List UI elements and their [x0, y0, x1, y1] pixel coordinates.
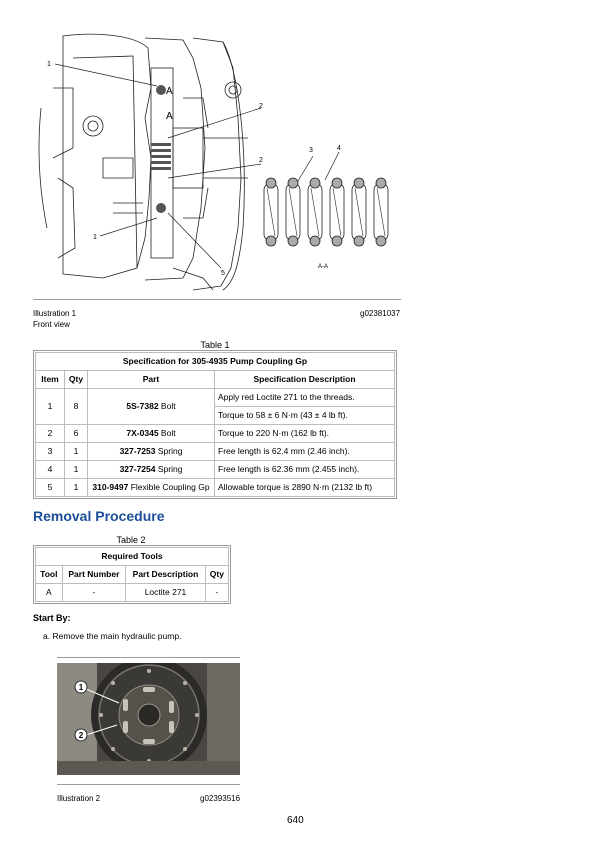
part-number: 7X-0345	[126, 427, 159, 438]
part-number: 310-9497	[92, 481, 129, 492]
item-cell: 2	[36, 425, 65, 443]
table-row	[36, 461, 395, 479]
part-name: Bolt	[160, 427, 176, 438]
table-1	[33, 350, 397, 499]
table-1-title: Specification for 305-4935 Pump Coupling Gp	[36, 353, 395, 371]
table-row	[36, 425, 395, 443]
table-2-header-tool: Tool	[36, 566, 63, 584]
table-2-title: Required Tools	[36, 548, 229, 566]
callout-5: 5	[221, 270, 225, 277]
table-2-header-description: Part Description	[126, 566, 206, 584]
callout-2-bottom: 2	[259, 157, 263, 164]
qty-cell: 1	[65, 443, 88, 461]
item-cell: 1	[36, 389, 65, 425]
qty-cell: 8	[65, 389, 88, 425]
table-1-header-spec: Specification Description	[215, 371, 395, 389]
item-cell: 4	[36, 461, 65, 479]
table-2	[33, 545, 231, 604]
part-cell	[88, 389, 215, 425]
table-2-header-part-number: Part Number	[62, 566, 126, 584]
description-cell: Loctite 271	[126, 584, 206, 602]
caption-rule-2	[57, 784, 240, 785]
part-cell	[88, 461, 215, 479]
item-cell: 5	[36, 479, 65, 497]
qty-cell: 1	[65, 461, 88, 479]
illustration-2-photo	[57, 663, 240, 775]
callout-1-bottom: 1	[93, 234, 97, 241]
start-by-label: Start By:	[33, 613, 71, 623]
callout-4: 4	[337, 145, 341, 152]
table-row	[36, 479, 395, 497]
illustration-1	[33, 28, 401, 296]
part-name: Spring	[157, 445, 183, 456]
spec-cell: Torque to 58 ± 6 N·m (43 ± 4 lb ft).	[215, 407, 395, 425]
callout-2-top: 2	[259, 103, 263, 110]
spec-cell: Free length is 62.4 mm (2.46 inch).	[215, 443, 395, 461]
qty-cell: 1	[65, 479, 88, 497]
part-name: Bolt	[160, 400, 176, 411]
table-1-header-part: Part	[88, 371, 215, 389]
illustration-1-label: Illustration 1	[33, 309, 77, 318]
section-heading: Removal Procedure	[33, 508, 165, 524]
pump-coupling-drawing	[33, 28, 401, 296]
illustration-2-id: g02393516	[200, 794, 241, 803]
callout-3: 3	[309, 147, 313, 154]
part-number: 327-7254	[119, 463, 156, 474]
table-row	[36, 389, 395, 407]
part-name: Spring	[157, 463, 183, 474]
section-mark-a-lower: A	[166, 111, 173, 122]
tool-cell: A	[36, 584, 63, 602]
part-cell	[88, 443, 215, 461]
section-label-aa: A-A	[318, 264, 329, 270]
spec-cell: Apply red Loctite 271 to the threads.	[215, 389, 395, 407]
part-name: Flexible Coupling Gp	[130, 481, 210, 492]
qty-cell: 6	[65, 425, 88, 443]
item-cell: 3	[36, 443, 65, 461]
table-1-caption: Table 1	[200, 340, 230, 350]
table-row	[36, 584, 229, 602]
spec-cell: Torque to 220 N·m (162 lb ft).	[215, 425, 395, 443]
section-mark-a-upper: A	[166, 86, 173, 97]
page-number: 640	[287, 815, 304, 826]
part-cell	[88, 479, 215, 497]
callout-1-top: 1	[47, 61, 51, 68]
qty-cell: -	[205, 584, 228, 602]
flywheel-coupling-photo	[57, 663, 240, 775]
illustration-1-caption: Front view	[33, 320, 70, 329]
photo-top-rule	[57, 657, 240, 658]
illustration-1-id: g02381037	[360, 309, 401, 318]
illustration-2-label: Illustration 2	[57, 794, 101, 803]
part-cell	[88, 425, 215, 443]
table-1-header-qty: Qty	[65, 371, 88, 389]
start-by-step: a. Remove the main hydraulic pump.	[43, 631, 182, 641]
spec-cell: Free length is 62.36 mm (2.455 inch).	[215, 461, 395, 479]
part-number: 5S-7382	[126, 400, 159, 411]
spec-cell: Allowable torque is 2890 N·m (2132 lb ft)	[215, 479, 395, 497]
photo-callout-1: 1	[78, 683, 84, 692]
part-number: 327-7253	[119, 445, 156, 456]
table-1-header-item: Item	[36, 371, 65, 389]
table-2-caption: Table 2	[116, 535, 146, 545]
photo-callout-2: 2	[78, 731, 84, 740]
caption-rule-1	[33, 299, 401, 300]
table-2-header-qty: Qty	[205, 566, 228, 584]
table-row	[36, 443, 395, 461]
part-number-cell: -	[62, 584, 126, 602]
